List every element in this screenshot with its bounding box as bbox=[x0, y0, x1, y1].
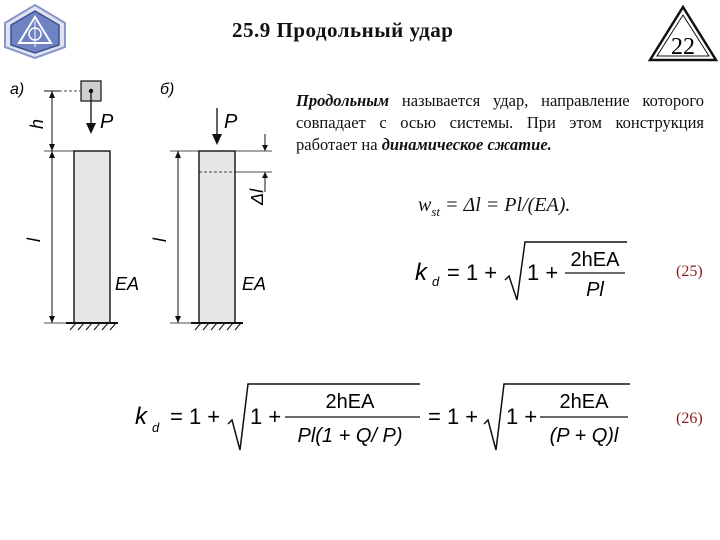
delta-label: Δl bbox=[247, 188, 267, 205]
equation-number-25: (25) bbox=[676, 263, 703, 280]
label-a: а) bbox=[10, 81, 25, 98]
svg-text:d: d bbox=[152, 420, 160, 435]
svg-text:1 +: 1 + bbox=[250, 404, 282, 429]
svg-text:= 1 +: = 1 + bbox=[447, 260, 498, 285]
impact-diagram bbox=[0, 68, 290, 348]
slide-header bbox=[0, 0, 720, 58]
definition-term: Продольным bbox=[296, 91, 390, 110]
svg-text:k: k bbox=[415, 259, 427, 286]
svg-text:(P + Q)l: (P + Q)l bbox=[549, 425, 619, 447]
svg-text:2hEA: 2hEA bbox=[570, 249, 620, 271]
slide-title: 25.9 Продольный удар bbox=[232, 18, 454, 42]
length-label-a: l bbox=[24, 238, 44, 242]
formula-26 bbox=[130, 378, 650, 458]
equation-number-26: (26) bbox=[676, 410, 703, 427]
svg-text:1 +: 1 + bbox=[527, 260, 559, 285]
svg-text:Pl: Pl bbox=[586, 279, 604, 301]
svg-text:2hEA: 2hEA bbox=[559, 391, 609, 413]
force-label-a: P bbox=[100, 111, 114, 133]
formula-25 bbox=[405, 236, 645, 306]
svg-text:= 1 +: = 1 + bbox=[428, 404, 479, 429]
label-b: б) bbox=[160, 81, 175, 98]
svg-text:k: k bbox=[135, 403, 147, 430]
stiffness-label-a: EA bbox=[115, 274, 140, 294]
static-symbol: w bbox=[418, 194, 432, 216]
static-deflection-formula bbox=[418, 194, 570, 221]
svg-text:2hEA: 2hEA bbox=[325, 391, 375, 413]
svg-text:= 1 +: = 1 + bbox=[170, 404, 221, 429]
definition-term-2: динамическое сжатие. bbox=[381, 135, 552, 154]
svg-text:Pl(1 + Q/ P): Pl(1 + Q/ P) bbox=[297, 425, 403, 447]
static-subscript: st bbox=[431, 204, 441, 219]
rod-a bbox=[74, 151, 110, 323]
length-label-b: l bbox=[150, 238, 170, 242]
height-label: h bbox=[27, 118, 47, 129]
rod-b bbox=[199, 151, 235, 323]
svg-text:d: d bbox=[432, 274, 440, 289]
svg-text:1 +: 1 + bbox=[506, 404, 538, 429]
stiffness-label-b: EA bbox=[242, 274, 267, 294]
page-number-badge bbox=[648, 4, 718, 62]
force-label-b: P bbox=[224, 111, 238, 133]
page-number: 22 bbox=[671, 34, 695, 60]
university-logo-icon bbox=[3, 3, 67, 59]
definition-paragraph bbox=[296, 90, 704, 156]
static-rhs: = Δl = Pl/(EA). bbox=[440, 194, 571, 216]
definition-text: называется удар, направление которого совпадает с осью системы. При этом конструкция работает на bbox=[296, 91, 704, 154]
